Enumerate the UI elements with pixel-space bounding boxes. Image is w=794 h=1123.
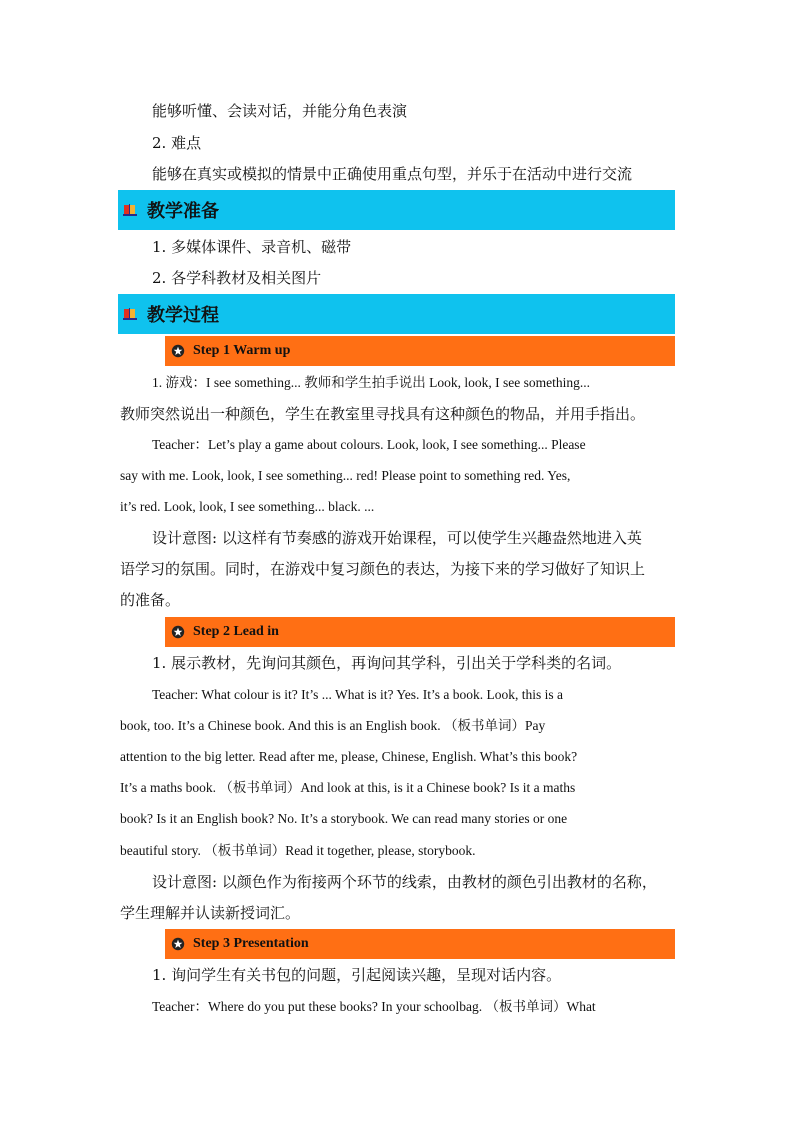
step-bar-3 [165,929,675,959]
paragraph: 1. 展示教材，先询问其颜色，再询问其学科，引出关于学科类的名词。 [152,654,622,672]
step-title: Step 3 Presentation [193,936,309,951]
paragraph: Teacher: What colour is it? It’s ... What is it? Yes. It’s a book. Look, this is a [152,687,563,702]
list-item: 2. 各学科教材及相关图片 [152,269,322,287]
paragraph: 1. 游戏：I see something... 教师和学生拍手说出 Look, look, I see something... [152,375,590,390]
paragraph: 能够听懂、会读对话，并能分角色表演 [152,102,408,120]
step-title: Step 1 Warm up [193,343,291,358]
paragraph: attention to the big letter. Read after me, please, Chinese, English. What’s this book? [120,749,578,764]
book-icon [123,203,137,217]
star-circle-icon [171,344,185,358]
paragraph: 设计意图: 以颜色作为衔接两个环节的线索，由教材的颜色引出教材的名称， [152,873,657,891]
paragraph: 教师突然说出一种颜色，学生在教室里寻找具有这种颜色的物品，并用手指出。 [120,405,646,423]
star-circle-icon [171,625,185,639]
paragraph: book? Is it an English book? No. It’s a storybook. We can read many stories or one [120,811,568,826]
star-circle-icon [171,937,185,951]
section-bar-process [118,294,675,334]
paragraph: 语学习的氛围。同时，在游戏中复习颜色的表达，为接下来的学习做好了知识上 [120,560,646,578]
paragraph: 学生理解并认读新授词汇。 [120,904,301,922]
paragraph: Teacher：Let’s play a game about colours. Look, look, I see something... Please [152,437,586,452]
paragraph: book, too. It’s a Chinese book. And this is an English book. （板书单词）Pay [120,718,546,733]
step-title: Step 2 Lead in [193,624,279,639]
paragraph: it’s red. Look, look, I see something... black. ... [120,499,375,514]
paragraph: It’s a maths book. （板书单词）And look at this, is it a Chinese book? Is it a maths [120,780,576,795]
paragraph: 设计意图: 以这样有节奏感的游戏开始课程，可以使学生兴趣盎然地进入英 [152,529,642,547]
paragraph: beautiful story. （板书单词）Read it together, please, storybook. [120,843,476,858]
step-bar-2 [165,617,675,647]
paragraph: Teacher：Where do you put these books? In your schoolbag. （板书单词）What [152,999,596,1014]
section-title: 教学准备 [147,201,219,222]
section-title: 教学过程 [147,305,219,326]
paragraph: 的准备。 [120,591,181,609]
step-bar-1 [165,336,675,366]
list-item: 1. 多媒体课件、录音机、磁带 [152,238,352,256]
paragraph: 能够在真实或模拟的情景中正确使用重点句型，并乐于在活动中进行交流 [152,165,633,183]
subheading-difficulty: 2. 难点 [152,134,202,152]
paragraph: say with me. Look, look, I see something... red! Please point to something red. Yes, [120,468,571,483]
book-icon [123,307,137,321]
section-bar-preparation [118,190,675,230]
paragraph: 1. 询问学生有关书包的问题，引起阅读兴趣，呈现对话内容。 [152,966,562,984]
